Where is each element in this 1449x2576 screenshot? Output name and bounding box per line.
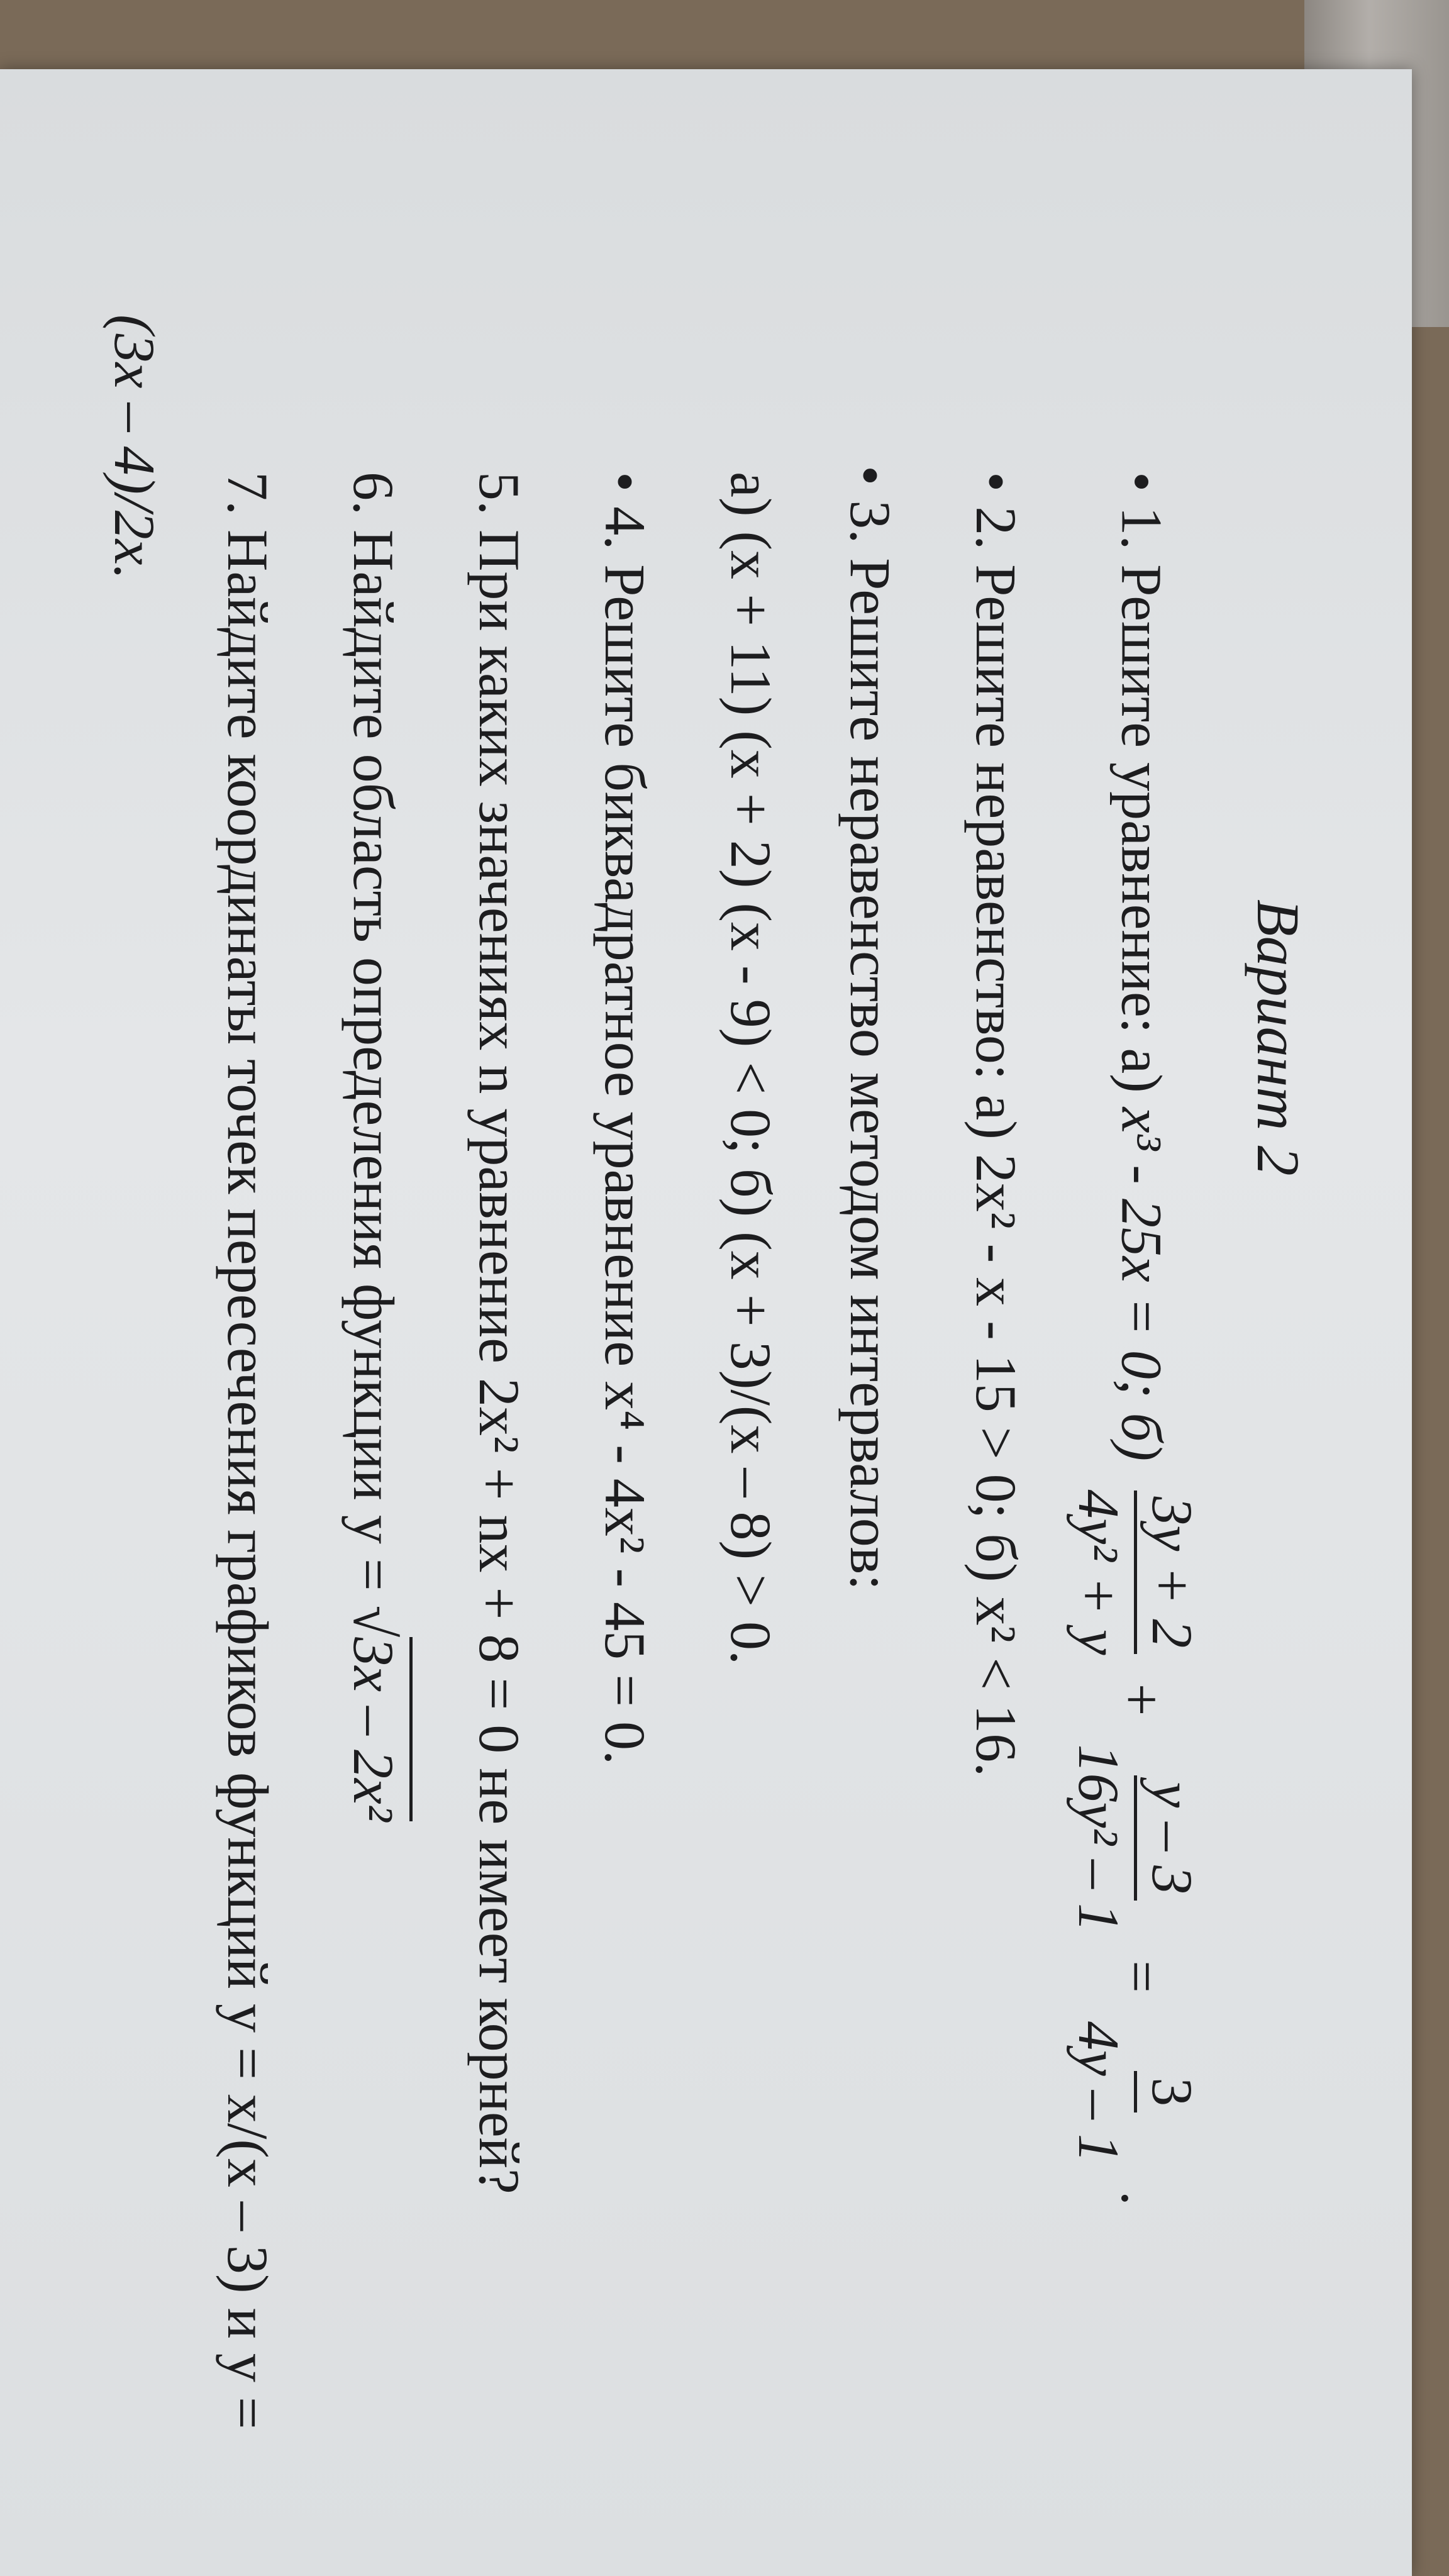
task-2 [964, 472, 1028, 1777]
task-2-bullet: • [964, 472, 1028, 492]
task-1-fraction-3 [1067, 2015, 1204, 2169]
task-1-end: . [1109, 2190, 1174, 2206]
task-4 [593, 472, 657, 1765]
worksheet-content [25, 233, 1333, 2560]
task-1 [1067, 472, 1204, 2206]
equals-sign: = [1109, 1960, 1174, 1993]
variant-title: Вариант 2 [1245, 899, 1312, 1176]
fraction-2-denominator: 16y² – 1 [1067, 1744, 1131, 1932]
task-3-bullet: • [838, 465, 902, 486]
task-5: 5. При каких значениях n уравнение 2x² + nx + 8 = 0 не имеет корней? [467, 472, 531, 2194]
task-1-prefix: 1. Решите уравнение: а) [1109, 506, 1174, 1108]
fraction-1-denominator: 4y² + y [1067, 1489, 1131, 1655]
plus-sign: + [1109, 1683, 1174, 1716]
fraction-1-numerator: 3y + 2 [1134, 1491, 1201, 1655]
task-3-text: 3. Решите неравенство методом интервалов: [838, 500, 902, 1591]
task-7: 7. Найдите координаты точек пересечения графиков функций y = x/(x – 3) и y = [216, 472, 280, 2429]
radicand: 3x – 2x² [341, 1637, 413, 1821]
task-4-text: 4. Решите биквадратное уравнение x⁴ - 4x² - 45 = 0. [593, 506, 657, 1765]
task-1-bullet: • [1109, 472, 1174, 492]
sqrt-sign: √ [341, 1605, 406, 1638]
task-4-bullet: • [593, 472, 657, 492]
task-3-parts: а) (x + 11) (x + 2) (x - 9) < 0; б) (x + 3)/(x – 8) > 0. [719, 472, 783, 1665]
task-1-part-a: x³ - 25x = 0; б) [1109, 1107, 1174, 1462]
task-1-fraction-1 [1067, 1483, 1204, 1661]
task-2-text: 2. Решите неравенство: а) 2x² - x - 15 > 0; б) x² < 16. [964, 506, 1028, 1777]
fraction-3-numerator: 3 [1134, 2071, 1201, 2112]
task-1-fraction-2 [1067, 1738, 1204, 1938]
task-3 [838, 465, 902, 1591]
paper-sheet [0, 69, 1412, 2576]
task-7-continuation: (3x – 4)/2x. [103, 314, 167, 580]
fraction-2-numerator: y – 3 [1134, 1775, 1201, 1901]
task-6-text: 6. Найдите область определения функции y = [341, 472, 406, 1591]
task-6 [341, 472, 406, 1822]
fraction-3-denominator: 4y – 1 [1067, 2021, 1131, 2163]
